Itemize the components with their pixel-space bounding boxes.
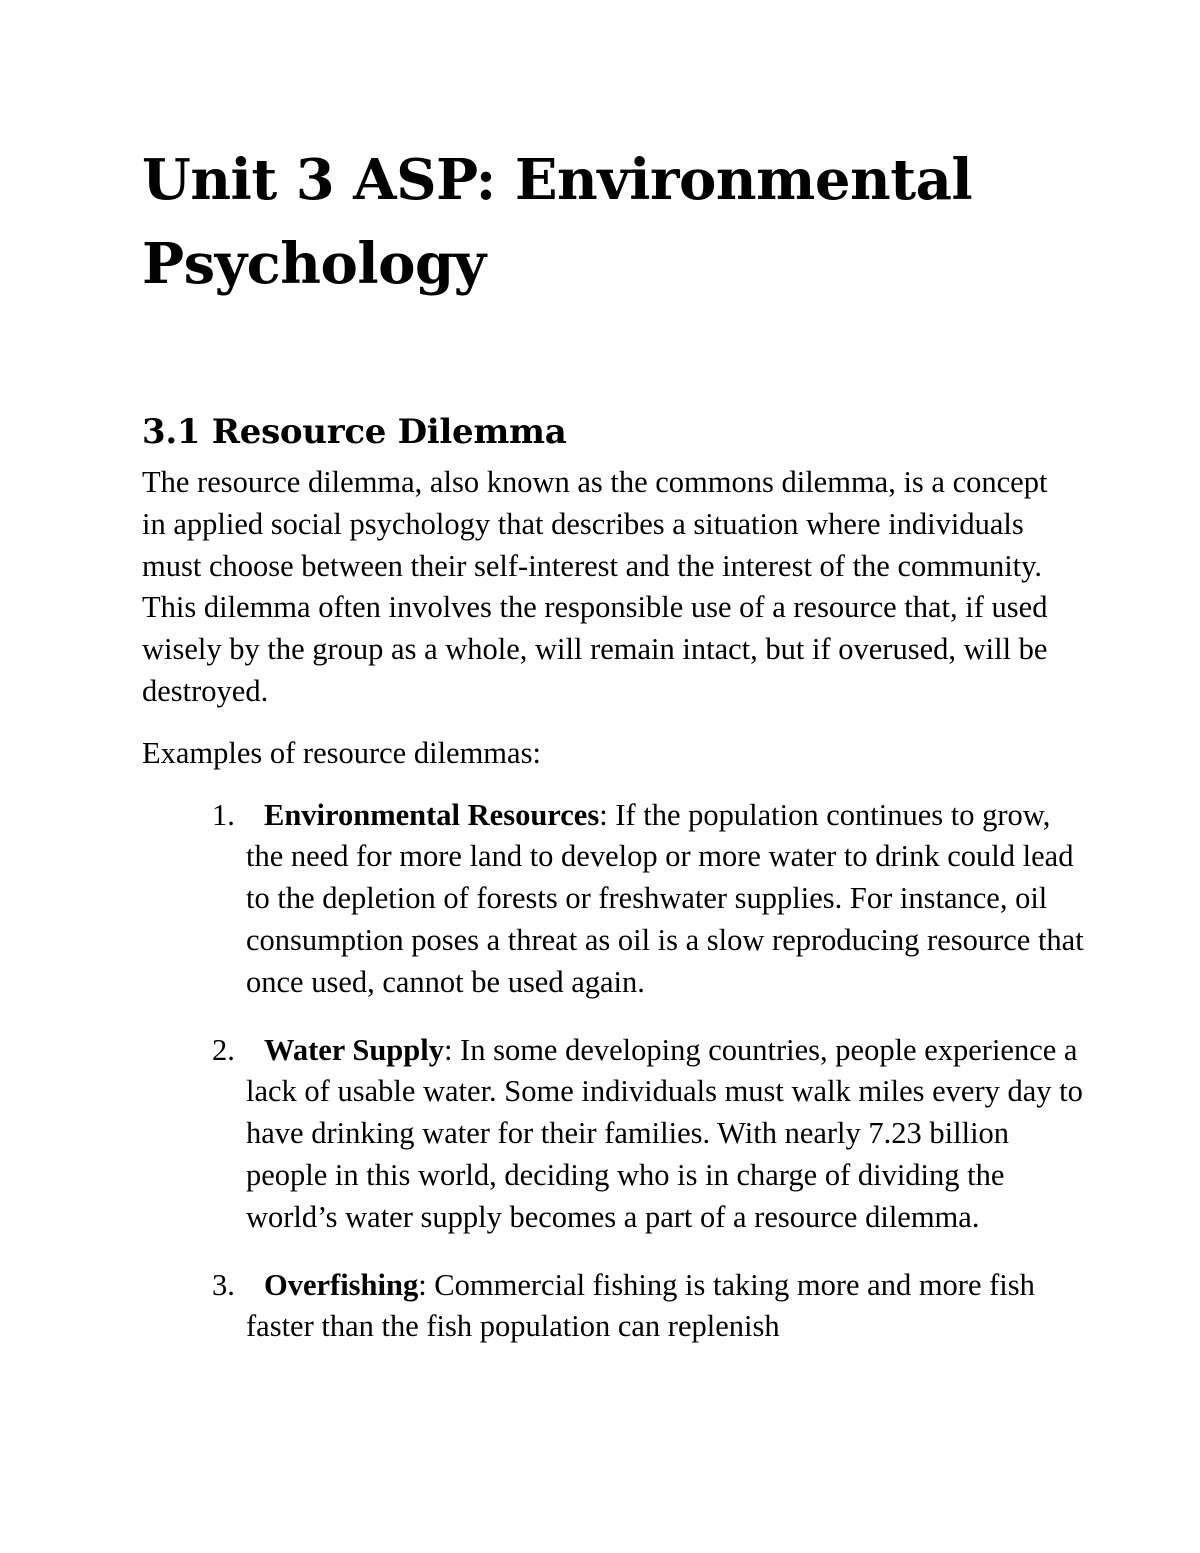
list-item-number: 3. [212, 1267, 235, 1302]
list-item-text: : In some developing countries, people experience a lack of usable water. Some individuals must walk miles every day to have drinking water for their families. With nearly 7.23 billion people in this world, deciding who is in charge of dividing the world’s water supply becomes a part of a resource dilemma. [246, 1032, 1083, 1234]
title-line-2: Psychology [142, 231, 486, 297]
list-item-number: 2. [212, 1032, 235, 1067]
list-item-term: Overfishing [264, 1267, 419, 1302]
list-item-term: Environmental Resources [264, 797, 600, 832]
section-paragraph: The resource dilemma, also known as the commons dilemma, is a concept in applied social psychology that describes a situation where individuals must choose between their self-interest and the interest of the community. This dilemma often involves the responsible use of a resource that, if used wisely by the group as a whole, will remain intact, but if overused, will be destroyed. [142, 465, 1048, 708]
examples-intro: Examples of resource dilemmas: [142, 735, 541, 770]
list-item-text: : If the population continues to grow, the need for more land to develop or more water to drink could lead to the depletion of forests or freshwater supplies. For instance, oil consumption poses a threat as oil is a slow reproducing resource that once used, cannot be used again. [246, 797, 1084, 999]
section-heading: 3.1 Resource Dilemma [142, 412, 567, 452]
document-title [142, 138, 1082, 306]
list-item-text: : Commercial fishing is taking more and more fish faster than the fish population can replenish [246, 1267, 1035, 1344]
list-item-term: Water Supply [264, 1032, 444, 1067]
document-page [142, 138, 1082, 1374]
title-line-1: Unit 3 ASP: Environmental [142, 147, 973, 213]
list-item [142, 795, 1086, 1004]
list-item [142, 1030, 1086, 1239]
list-item [142, 1265, 1086, 1349]
list-item-number: 1. [212, 797, 235, 832]
examples-list [142, 795, 1082, 1349]
